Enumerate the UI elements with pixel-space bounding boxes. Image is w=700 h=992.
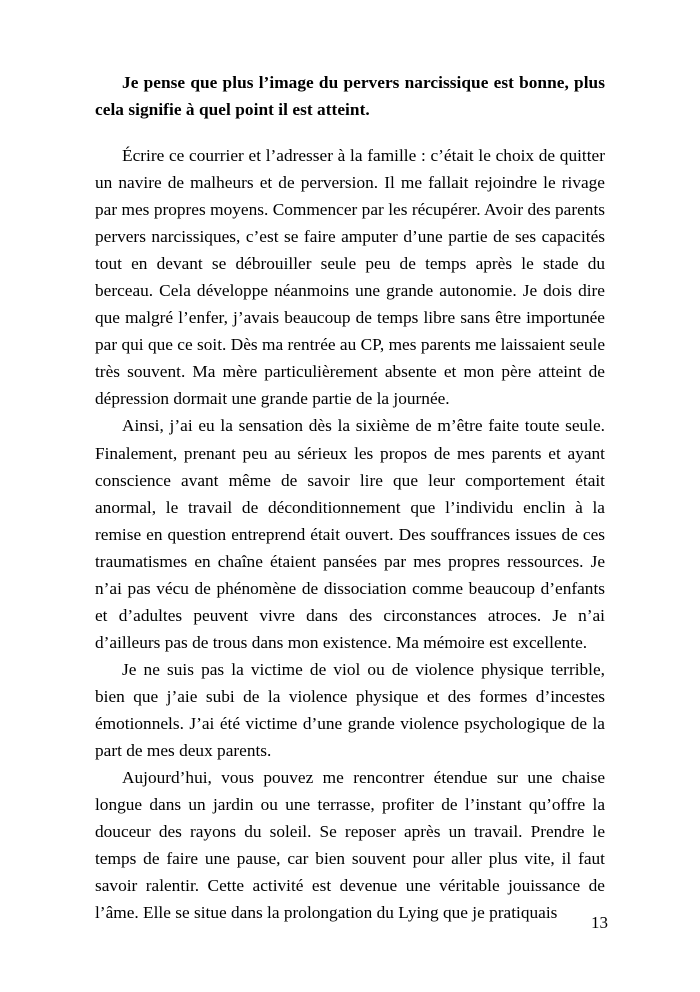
- page-text-block: [95, 70, 605, 926]
- body-paragraph-2: Ainsi, j’ai eu la sensation dès la sixième de m’être faite toute seule. Finalement, prenant peu au sérieux les propos de mes parents et ayant conscience avant même de savoir lire que leur comportement était anormal, le travail de déconditionnement que l’individu enclin à la remise en question entreprend était ouvert. Des souffrances issues de ces traumatismes en chaîne étaient pansées par mes propres ressources. Je n’ai pas vécu de phénomène de dissociation comme beaucoup d’enfants et d’adultes peuvent vivre dans des circonstances atroces. Je n’ai d’ailleurs pas de trous dans mon existence. Ma mémoire est excellente.: [95, 416, 605, 652]
- page-number: 13: [591, 913, 608, 932]
- section-heading: Je pense que plus l’image du pervers narcissique est bonne, plus cela signifie à quel point il est atteint.: [95, 73, 605, 119]
- body-paragraph-4: Aujourd’hui, vous pouvez me rencontrer étendue sur une chaise longue dans un jardin ou une terrasse, profiter de l’instant qu’offre la douceur des rayons du soleil. Se reposer après un travail. Prendre le temps de faire une pause, car bien souvent pour aller plus vite, il faut savoir ralentir. Cette activité est devenue une véritable jouissance de l’âme. Elle se situe dans la prolongation du Lying que je pratiquais: [95, 768, 605, 923]
- body-paragraph-3: Je ne suis pas la victime de viol ou de violence physique terrible, bien que j’aie subi de la violence physique et des formes d’incestes émotionnels. J’ai été victime d’une grande violence psychologique de la part de mes deux parents.: [95, 659, 605, 761]
- body-paragraph-1: Écrire ce courrier et l’adresser à la famille : c’était le choix de quitter un navire de malheurs et de perversion. Il me fallait rejoindre le rivage par mes propres moyens. Commencer par les récupérer. Avoir des parents pervers narcissiques, c’est se faire amputer d’une partie de ses capacités tout en devant se débrouiller seule peu de temps après le stade du berceau. Cela développe néanmoins une grande autonomie. Je dois dire que malgré l’enfer, j’avais beaucoup de temps libre sans être importunée par qui que ce soit. Dès ma rentrée au CP, mes parents me laissaient seule très souvent. Ma mère particulièrement absente et mon père atteint de dépression dormait une grande partie de la journée.: [95, 146, 605, 409]
